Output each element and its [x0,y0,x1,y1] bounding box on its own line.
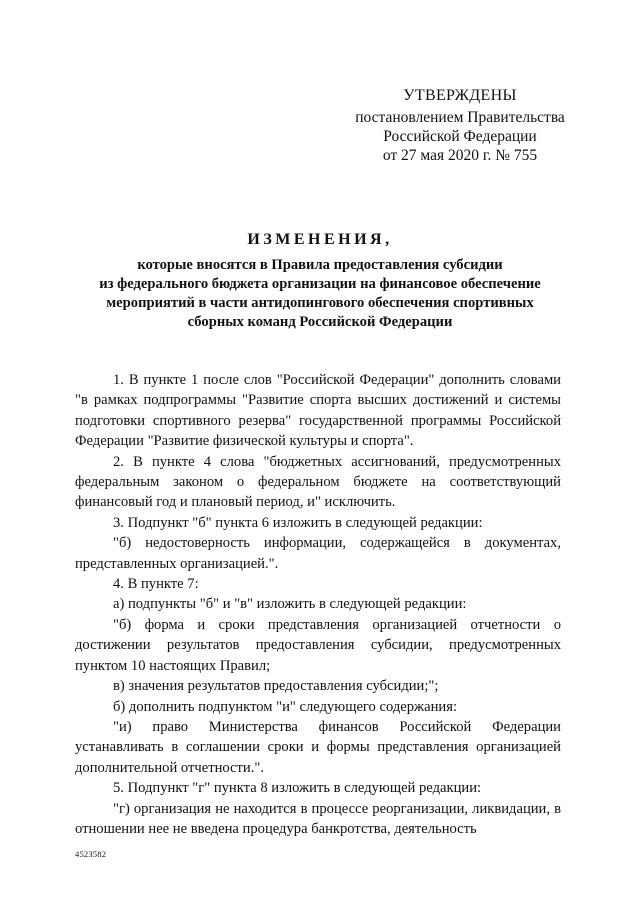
paragraph: 3. Подпункт "б" пункта 6 изложить в следующей редакции: [113,514,483,531]
paragraph: 2. В пункте 4 слова "бюджетных ассигнований, предусмотренных федеральным законом о федеральном бюджете на соответствующий финансовый год и плановый период, и" исключить. [75,453,561,511]
paragraph: б) дополнить подпунктом "и" следующего содержания: [113,698,457,715]
subtitle-line-4: сборных команд Российской Федерации [187,314,453,330]
paragraph: 1. В пункте 1 после слов "Российской Федерации" дополнить словами "в рамках подпрограммы "Развитие спорта высших достижений и системы подготовки спортивного резерва" государственной программы Российской Федерации "Развитие физической культуры и спорта". [75,372,561,450]
paragraph: а) подпункты "б" и "в" изложить в следующей редакции: [113,596,467,613]
approval-heading: УТВЕРЖДЕНЫ [403,87,517,104]
document-subtitle [60,256,580,332]
paragraph: "б) недостоверность информации, содержащейся в документах, представленных организацией.". [75,535,561,572]
paragraph: "б) форма и сроки представления организацией отчетности о достижении результатов предоставления субсидии, предусмотренных пунктом 10 настоящих Правил; [75,616,561,674]
subtitle-line-2: из федерального бюджета организации на финансовое обеспечение [99,276,541,292]
paragraph: 5. Подпункт "г" пункта 8 изложить в следующей редакции: [113,780,482,797]
paragraph: "г) организация не находится в процессе реорганизации, ликвидации, в отношении нее не введена процедура банкротства, деятельность [75,800,561,837]
document-id-footer: 4523582 [75,849,107,859]
approval-line-3: от 27 мая 2020 г. № 755 [382,147,538,164]
document-title: ИЗМЕНЕНИЯ, [247,231,393,248]
subtitle-line-1: которые вносятся в Правила предоставления субсидии [137,257,503,273]
paragraph: "и) право Министерства финансов Российской Федерации устанавливать в соглашении сроки и формы представления организацией дополнительной отчетности.". [75,718,561,776]
document-body [75,370,561,839]
paragraph: 4. В пункте 7: [113,576,199,593]
approval-line-2: Российской Федерации [383,128,537,145]
approval-block [330,86,590,165]
subtitle-line-3: мероприятий в части антидопингового обеспечения спортивных [106,295,534,311]
paragraph: в) значения результатов предоставления субсидии;"; [113,678,439,695]
approval-line-1: постановлением Правительства [355,109,565,126]
